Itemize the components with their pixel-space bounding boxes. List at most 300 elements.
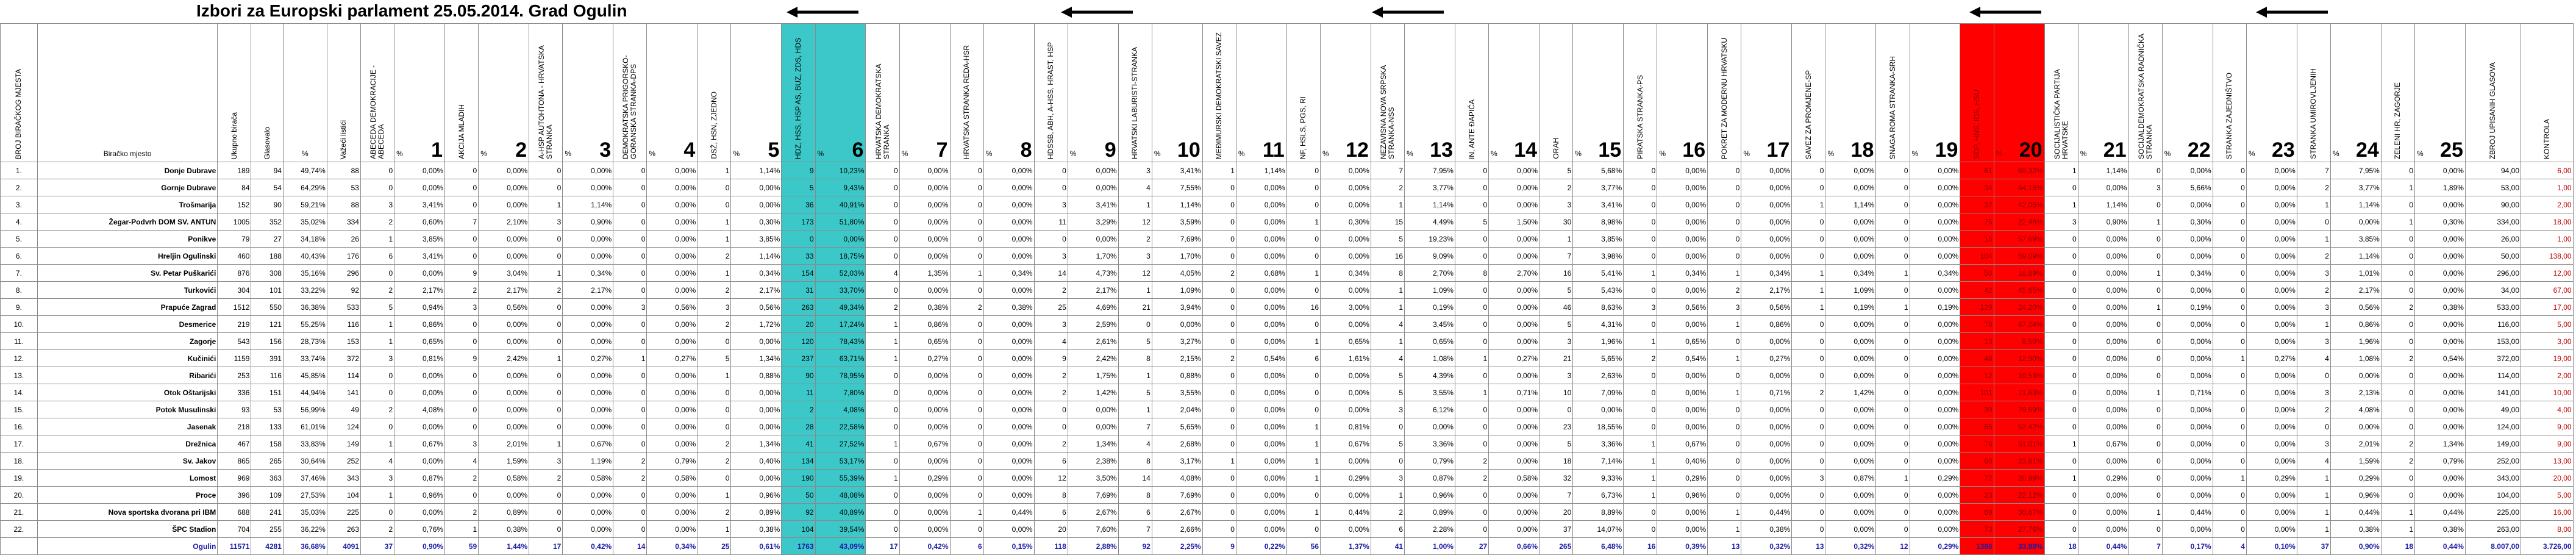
party-votes: 0 [1202,231,1236,248]
party-pct: 0,15% [983,538,1034,555]
party-pct: 0,00% [2246,282,2297,299]
party-votes: 0 [1792,504,1825,521]
party-pct: 1,08% [1405,350,1455,367]
party-pct: 0,65% [1321,333,1371,350]
party-pct: 0,30% [731,213,782,231]
party-votes: 48 [1960,350,1994,367]
party-votes: 0 [2213,162,2246,179]
party-votes: 0 [613,248,647,265]
party-pct: 0,00% [899,521,950,538]
party-votes: 0 [360,179,394,196]
party-pct: 0,00% [2246,162,2297,179]
voters-count: 467 [218,435,251,453]
party-votes: 1 [1118,282,1152,299]
party-votes: 0 [1876,504,1910,521]
pct-label: % [985,149,993,158]
voters-count: 219 [218,316,251,333]
party-votes: 1 [2381,179,2414,196]
party-votes: 20 [1540,504,1573,521]
party-pct: 0,90% [394,538,445,555]
party-votes: 134 [782,453,815,470]
party-pct-header-25 [2415,24,2466,162]
table-header-row [1,24,2574,162]
turnout-pct: 35,02% [283,213,327,231]
party-votes: 5 [1118,384,1152,401]
party-votes: 13 [1960,333,1994,350]
party-votes: 3 [2297,384,2330,401]
party-pct: 0,38% [983,299,1034,316]
party-pct: 0,44% [2415,504,2466,521]
party-votes: 6 [1034,504,1068,521]
party-votes: 0 [1202,282,1236,299]
party-votes: 0 [1455,179,1488,196]
party-pct: 0,00% [1910,521,1960,538]
party-votes: 0 [445,231,479,248]
party-votes: 0 [360,384,394,401]
party-votes: 0 [1624,231,1657,248]
party-votes: 0 [445,162,479,179]
party-pct: 0,54% [1236,350,1286,367]
party-pct: 42,05% [1994,196,2044,213]
party-votes: 0 [698,179,731,196]
voters-count: 1512 [218,299,251,316]
party-votes: 0 [529,248,563,265]
party-pct: 0,56% [731,299,782,316]
party-votes: 0 [1876,350,1910,367]
party-pct: 0,00% [1236,504,1286,521]
party-votes: 1 [1876,265,1910,282]
party-votes: 15 [1371,213,1404,231]
party-pct: 0,34% [1910,265,1960,282]
party-pct: 0,00% [1825,401,1876,418]
party-pct: 0,86% [1741,316,1792,333]
party-votes: 1 [1202,453,1236,470]
party-votes: 0 [866,504,899,521]
party-votes: 1 [1202,162,1236,179]
party-votes: 1 [360,231,394,248]
party-number: 15 [1598,138,1622,162]
party-header-7 [866,24,899,162]
party-pct: 0,00% [1068,231,1118,248]
party-pct: 0,00% [1910,435,1960,453]
party-number: 3 [599,138,612,162]
party-pct: 0,00% [2415,196,2466,213]
party-pct: 0,00% [2330,418,2381,435]
party-pct: 0,00% [1741,401,1792,418]
party-votes: 1 [2297,504,2330,521]
party-pct: 0,81% [394,350,445,367]
turnout-pct: 56,99% [283,401,327,418]
zbroj-value: 104,00 [2465,487,2521,504]
voted-count: 151 [251,384,284,401]
party-votes: 5 [1371,435,1404,453]
party-pct-header-21 [2078,24,2128,162]
party-pct: 1,96% [1573,333,1624,350]
party-pct: 0,00% [1910,282,1960,299]
party-pct: 1,89% [2415,179,2466,196]
party-pct: 0,71% [1489,384,1540,401]
party-votes: 1 [2128,265,2162,282]
party-votes: 1 [2044,162,2078,179]
party-votes: 0 [1624,196,1657,213]
party-votes: 1 [2297,521,2330,538]
party-pct: 0,96% [1405,487,1455,504]
party-name: AKCIJA MLADIH [457,104,466,159]
party-pct: 4,08% [1152,470,1202,487]
party-name: SDP, HNS, IDS, HSU [1972,90,1982,159]
party-votes: 1 [529,196,563,213]
party-pct: 0,00% [983,333,1034,350]
pct-label: % [1996,149,2003,158]
party-pct: 0,00% [394,265,445,282]
zbroj-value: 49,00 [2465,401,2521,418]
party-pct: 0,00% [815,231,866,248]
party-votes: 0 [1202,333,1236,350]
party-votes: 1 [1286,453,1320,470]
party-votes: 0 [1876,487,1910,504]
party-pct: 0,00% [2246,504,2297,521]
arrow-left-icon [2256,6,2329,18]
party-header-4 [613,24,647,162]
party-votes: 3 [445,299,479,316]
party-pct: 0,29% [2246,470,2297,487]
party-pct: 0,00% [1068,162,1118,179]
party-votes: 3 [1708,299,1741,316]
polling-place: Potok Musulinski [37,401,218,418]
party-votes: 0 [950,316,983,333]
party-votes: 1 [698,487,731,504]
voted-count: 363 [251,470,284,487]
party-votes: 0 [2128,282,2162,299]
party-votes: 190 [782,470,815,487]
party-votes: 6 [1118,504,1152,521]
header-voters: Ukupno birača [218,24,251,162]
party-pct: 0,58% [1489,470,1540,487]
party-pct: 8,89% [1573,504,1624,521]
party-header-17 [1708,24,1741,162]
polling-place: Nova sportska dvorana pri IBM [37,504,218,521]
party-pct: 0,00% [731,470,782,487]
party-votes: 0 [1034,231,1068,248]
party-pct: 0,00% [1910,248,1960,265]
party-pct: 1,14% [563,196,613,213]
party-pct: 1,14% [2078,162,2128,179]
party-pct: 0,00% [2415,401,2466,418]
party-votes: 0 [360,418,394,435]
voters-count: 218 [218,418,251,435]
party-pct: 7,14% [1573,453,1624,470]
party-number: 4 [683,138,696,162]
party-votes: 1 [1371,282,1404,299]
pct-label: % [1407,149,1413,158]
party-votes: 1 [1876,299,1910,316]
party-pct: 0,00% [1489,453,1540,470]
party-votes: 0 [1202,179,1236,196]
party-votes: 3 [1118,162,1152,179]
pct-label: % [1238,149,1245,158]
party-pct: 0,86% [899,316,950,333]
party-votes: 0 [529,504,563,521]
party-votes: 1 [1455,350,1488,367]
party-pct: 7,69% [1152,231,1202,248]
header-valid: Važeći listići [327,24,360,162]
party-votes: 1 [698,213,731,231]
party-votes: 7 [1540,248,1573,265]
party-votes: 0 [613,333,647,350]
row-number: 9. [1,299,38,316]
party-pct: 0,00% [2162,418,2213,435]
party-votes: 0 [1286,248,1320,265]
party-votes: 0 [1624,367,1657,384]
party-votes: 0 [2381,418,2414,435]
party-votes: 0 [1708,487,1741,504]
party-pct: 2,17% [1741,282,1792,299]
party-votes: 20 [782,316,815,333]
party-pct: 0,00% [2078,487,2128,504]
header-zbroj: ZBROJ UPISANIH GLASOVA [2465,24,2521,162]
party-votes: 14 [1118,470,1152,487]
party-votes: 1 [1286,265,1320,282]
party-votes: 1 [1286,504,1320,521]
party-pct-header-1 [394,24,445,162]
party-votes: 8 [1118,350,1152,367]
table-row [1,470,2574,487]
party-pct: 0,00% [2246,248,2297,265]
row-number: 7. [1,265,38,282]
header-turnout: % [283,24,327,162]
party-pct: 0,00% [1657,367,1708,384]
party-pct: 0,00% [479,418,529,435]
party-votes: 0 [2213,487,2246,504]
party-pct: 0,00% [1321,521,1371,538]
party-votes: 0 [1202,248,1236,265]
party-pct: 0,67% [1657,435,1708,453]
party-number: 13 [1430,138,1453,162]
party-votes: 0 [613,401,647,418]
party-pct: 1,35% [899,265,950,282]
party-votes: 5 [782,179,815,196]
party-votes: 0 [1286,487,1320,504]
party-votes: 0 [698,401,731,418]
party-votes: 0 [2044,401,2078,418]
party-pct: 0,00% [1489,196,1540,213]
kontrola-value: 2,00 [2521,367,2574,384]
party-votes: 1 [1286,418,1320,435]
polling-place: Proce [37,487,218,504]
kontrola-value: 3.726,00 [2521,538,2574,555]
party-votes: 28 [782,418,815,435]
party-votes: 1 [2297,231,2330,248]
party-pct: 1,37% [1321,538,1371,555]
party-votes: 32 [1540,470,1573,487]
voted-count: 94 [251,162,284,179]
party-pct: 6,73% [1573,487,1624,504]
party-votes: 1 [2044,470,2078,487]
party-votes: 5 [1540,316,1573,333]
party-pct: 0,00% [899,282,950,299]
party-pct: 0,44% [2330,504,2381,521]
party-votes: 0 [1624,248,1657,265]
party-pct: 0,00% [1657,196,1708,213]
party-pct: 2,42% [479,350,529,367]
voters-count: 253 [218,367,251,384]
party-pct: 0,29% [1657,470,1708,487]
party-pct: 0,00% [2246,316,2297,333]
party-votes: 0 [2044,453,2078,470]
party-votes: 12 [1876,538,1910,555]
party-votes: 1 [2381,504,2414,521]
party-pct: 0,00% [731,333,782,350]
zbroj-value: 94,00 [2465,162,2521,179]
zbroj-value: 153,00 [2465,333,2521,350]
party-pct: 5,68% [1573,162,1624,179]
party-votes: 0 [2381,162,2414,179]
party-pct: 0,00% [2246,196,2297,213]
party-votes: 18 [1540,453,1573,470]
party-votes: 3 [2297,265,2330,282]
voted-count: 27 [251,231,284,248]
turnout-pct: 36,68% [283,538,327,555]
party-pct: 2,04% [1152,401,1202,418]
party-pct: 0,29% [1910,470,1960,487]
kontrola-value: 2,00 [2521,196,2574,213]
party-votes: 0 [2381,401,2414,418]
party-pct: 57,69% [1994,231,2044,248]
party-pct: 1,70% [1068,248,1118,265]
party-pct: 52,42% [1994,418,2044,435]
party-votes: 0 [2128,401,2162,418]
party-pct: 0,00% [1489,401,1540,418]
party-votes: 3 [2297,333,2330,350]
party-votes: 73 [1960,521,1994,538]
party-votes: 0 [613,384,647,401]
party-votes: 3 [445,435,479,453]
party-pct: 2,63% [1573,367,1624,384]
party-votes: 2 [529,470,563,487]
party-pct: 0,00% [899,504,950,521]
party-votes: 0 [1202,367,1236,384]
party-pct: 0,27% [1489,350,1540,367]
party-votes: 0 [2044,504,2078,521]
party-votes: 0 [1708,213,1741,231]
party-votes: 0 [950,470,983,487]
party-pct: 0,00% [899,162,950,179]
table-row [1,367,2574,384]
party-votes: 2 [1034,384,1068,401]
party-votes: 0 [950,401,983,418]
party-votes: 0 [445,384,479,401]
party-pct: 3,94% [1152,299,1202,316]
row-number: 22. [1,521,38,538]
party-votes: 8 [1118,453,1152,470]
party-pct: 10,23% [815,162,866,179]
party-votes: 0 [950,231,983,248]
party-pct: 0,00% [1321,248,1371,265]
party-votes: 1 [445,521,479,538]
party-votes: 1 [950,265,983,282]
voted-count: 308 [251,265,284,282]
turnout-pct: 33,74% [283,350,327,367]
party-votes: 0 [613,196,647,213]
party-votes: 36 [782,196,815,213]
party-votes: 0 [1624,316,1657,333]
row-number: 21. [1,504,38,521]
pct-label: % [817,149,824,158]
party-pct: 0,34% [731,265,782,282]
party-pct: 0,00% [647,316,698,333]
polling-place: Gornje Dubrave [37,179,218,196]
party-votes: 3 [698,299,731,316]
party-votes: 0 [1792,162,1825,179]
party-header-11 [1202,24,1236,162]
party-votes: 0 [2044,316,2078,333]
party-pct: 0,00% [2246,418,2297,435]
party-votes: 2 [698,316,731,333]
party-pct: 39,54% [815,521,866,538]
party-votes: 5 [1371,384,1404,401]
party-votes: 1 [2128,384,2162,401]
party-votes: 0 [1792,435,1825,453]
party-votes: 3 [613,299,647,316]
party-votes: 6 [1286,350,1320,367]
party-votes: 0 [698,418,731,435]
party-votes: 0 [1708,231,1741,248]
party-header-25 [2381,24,2414,162]
party-name: NF, HSLS, PGS, RI [1299,96,1308,159]
party-votes: 1 [866,350,899,367]
party-pct: 67,24% [1994,316,2044,333]
party-pct: 0,38% [731,521,782,538]
party-pct: 0,00% [1910,384,1960,401]
party-votes: 13 [1708,538,1741,555]
party-votes: 0 [613,367,647,384]
party-votes: 0 [2128,316,2162,333]
party-pct: 0,40% [1657,453,1708,470]
party-votes: 1 [613,350,647,367]
party-votes: 2 [1202,265,1236,282]
party-votes: 0 [529,179,563,196]
party-votes: 2 [2297,179,2330,196]
party-pct: 0,58% [647,470,698,487]
party-votes: 0 [2044,231,2078,248]
party-votes: 4 [1118,179,1152,196]
zbroj-value: 141,00 [2465,384,2521,401]
party-votes: 0 [1202,384,1236,401]
party-pct: 2,17% [563,282,613,299]
party-votes: 0 [1286,316,1320,333]
party-votes: 42 [1960,282,1994,299]
party-votes: 0 [1286,196,1320,213]
kontrola-value: 4,00 [2521,401,2574,418]
party-votes: 0 [1876,196,1910,213]
party-pct: 0,00% [983,384,1034,401]
voters-count: 704 [218,521,251,538]
party-pct: 2,10% [479,213,529,231]
pct-label: % [1491,149,1497,158]
party-pct: 0,67% [2078,435,2128,453]
party-votes: 0 [1708,470,1741,487]
party-votes: 0 [2128,350,2162,367]
party-votes: 0 [2381,333,2414,350]
party-votes: 237 [782,350,815,367]
row-number: 20. [1,487,38,504]
party-votes: 0 [2128,231,2162,248]
party-votes: 1 [1708,265,1741,282]
kontrola-value: 20,00 [2521,470,2574,487]
party-number: 7 [936,138,948,162]
party-pct: 0,79% [647,453,698,470]
party-votes: 0 [1202,521,1236,538]
